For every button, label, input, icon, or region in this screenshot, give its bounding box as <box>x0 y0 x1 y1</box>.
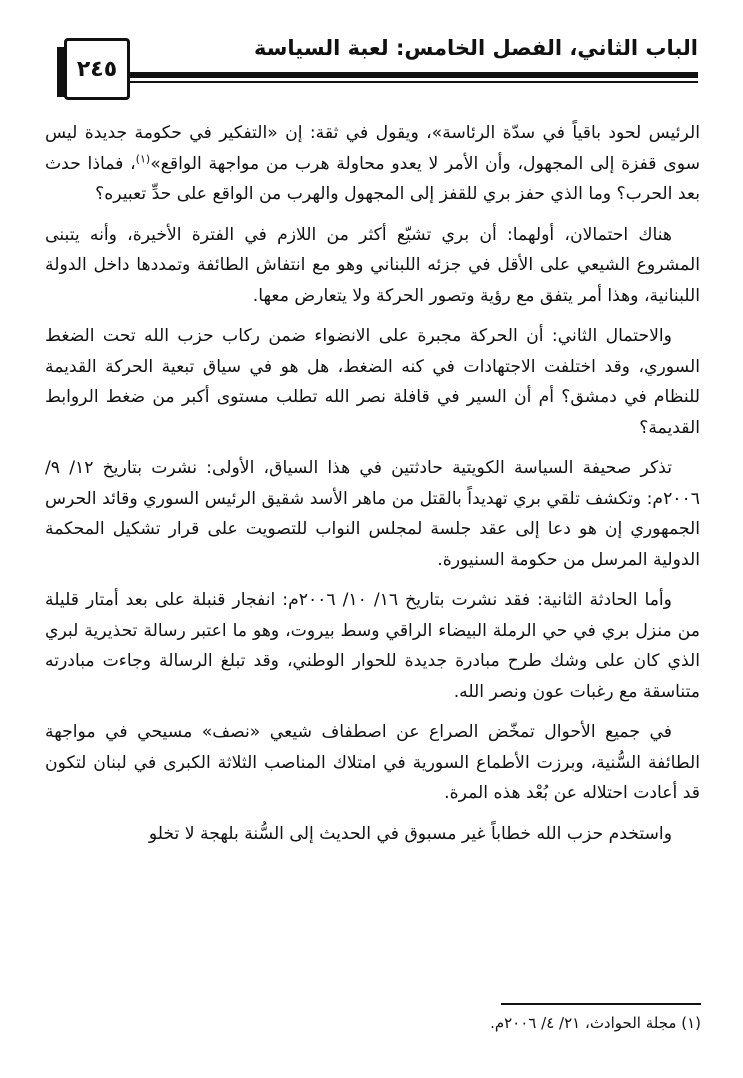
paragraph-1-text: الرئيس لحود باقياً في سدّة الرئاسة»، ويقول في ثقة: إن «التفكير في حكومة جديدة ليس سوى قفزة إلى المجهول، وأن الأمر لا يعدو محاولة هرب من مواجهة الواقع» <box>45 123 700 174</box>
paragraph-1-text-after: ، فماذا حدث بعد الحرب؟ وما الذي حفز بري للقفز إلى المجهول والهرب من الواقع على حدِّ تعبيره؟ <box>45 153 700 204</box>
paragraph-4 <box>45 453 700 575</box>
page-number: ٢٤٥ <box>76 56 118 82</box>
footnote-reference[interactable]: (١) <box>135 151 151 165</box>
paragraph-5 <box>45 585 700 707</box>
paragraph-1 <box>45 118 700 210</box>
paragraph-6 <box>45 717 700 809</box>
body-text <box>45 118 700 859</box>
paragraph-6-text: في جميع الأحوال تمخّض الصراع عن اصطفاف شيعي «نصف» مسيحي في مواجهة الطائفة السُّنية، وبرزت الأطماع السورية في امتلاك المناصب الثلاثة الكبرى في لبنان لتكون قد أعادت احتلاله عن بُعْد هذه المرة. <box>45 722 700 803</box>
running-head: الباب الثاني، الفصل الخامس: لعبة السياسة <box>253 36 698 60</box>
footnote-rule <box>501 1003 701 1005</box>
paragraph-5-text: وأما الحادثة الثانية: فقد نشرت بتاريخ ١٦/ ١٠/ ٢٠٠٦م: انفجار قنبلة على بعد أمتار قليلة من منزل بري في حي الرملة البيضاء الراقي وسط بيروت، وهو ما اعتبر رسالة تحذيرية لبري الذي كان على وشك طرح مبادرة جديدة للحوار الوطني، وقد تبلغ الرسالة وجاءت مبادرته متناسقة مع رغبات عون ونصر الله. <box>45 590 700 702</box>
paragraph-2 <box>45 220 700 312</box>
paragraph-3-text: والاحتمال الثاني: أن الحركة مجبرة على الانضواء ضمن ركاب حزب الله تحت الضغط السوري، وقد اختلفت الاجتهادات في كنه الضغط، هل هو في سياق تبعية الحركة القديمة للنظام في دمشق؟ أم أن السير في قافلة نصر الله تطلب مستوى أكبر من ضغط الروابط القديمة؟ <box>45 326 700 438</box>
footnote: (١) مجلة الحوادث، ٢١/ ٤/ ٢٠٠٦م. <box>490 1014 701 1032</box>
paragraph-2-text: هناك احتمالان، أولهما: أن بري تشيّع أكثر من اللازم في الفترة الأخيرة، وأنه يتبنى المشروع الشيعي على الأقل في جزئه اللبناني وهو مع انتفاش الطائفة وتمددها داخل الدولة اللبنانية، وهذا أمر يتفق مع رؤية وتصور الحركة ولا يتعارض معها. <box>45 224 700 306</box>
paragraph-7 <box>45 819 700 850</box>
page-header <box>58 30 698 92</box>
paragraph-7-text: واستخدم حزب الله خطاباً غير مسبوق في الحديث إلى السُّنة بلهجة لا تخلو <box>148 823 672 844</box>
header-rule-thick <box>130 72 698 78</box>
page-number-box <box>64 38 130 100</box>
page-number-shadow <box>57 47 67 97</box>
header-rule-thin <box>130 81 698 83</box>
paragraph-3 <box>45 321 700 443</box>
paragraph-4-text: تذكر صحيفة السياسة الكويتية حادثتين في هذا السياق، الأولى: نشرت بتاريخ ١٢/ ٩/ ٢٠٠٦م: وتكشف تلقي بري تهديداً بالقتل من ماهر الأسد شقيق الرئيس السوري وقائد الحرس الجمهوري إن هو دعا إلى عقد جلسة لمجلس النواب للتصويت على قرار تشكيل المحكمة الدولية المرسل من حكومة السنيورة. <box>45 458 700 570</box>
